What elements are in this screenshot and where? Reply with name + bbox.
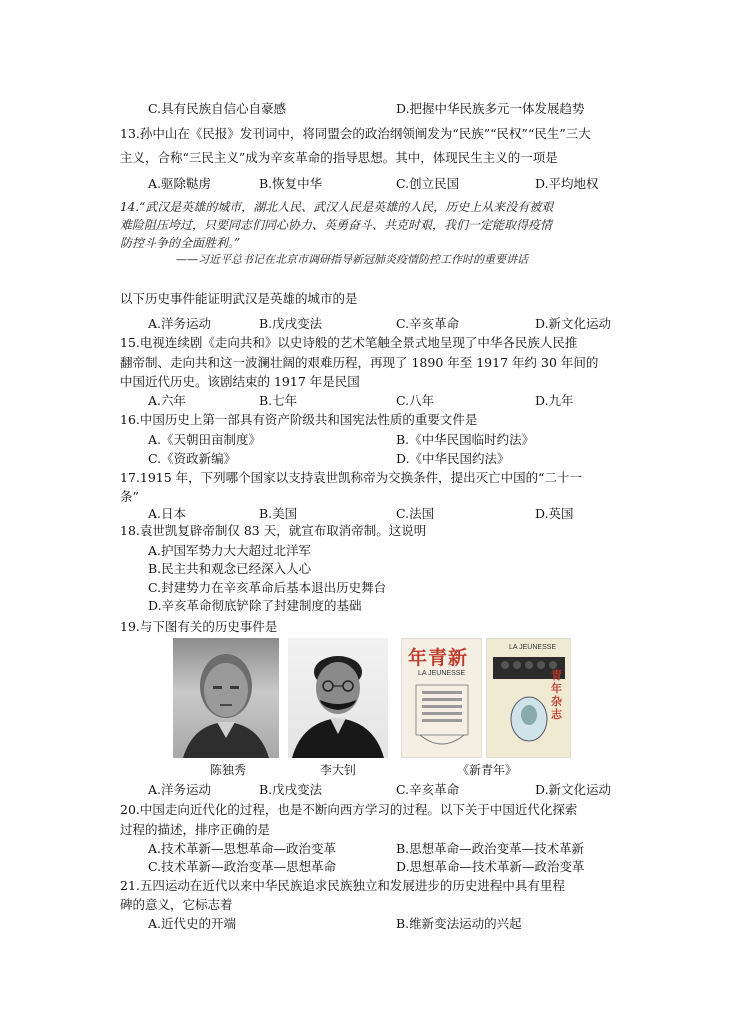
q17-option-d: D.英国 bbox=[535, 506, 574, 521]
q14-quote-line3: 防控斗争的全面胜利。” bbox=[120, 236, 241, 250]
q21-stem-line2: 碑的意义，它标志着 bbox=[120, 897, 233, 912]
q20-stem-line1: 20.中国走向近代化的过程，也是不断向西方学习的过程。以下关于中国近代化探索 bbox=[120, 802, 578, 817]
q17-stem-line1: 17.1915 年，下列哪个国家以支持袁世凯称帝为交换条件，提出灭亡中国的“二十一 bbox=[120, 470, 583, 485]
q14-option-d: D.新文化运动 bbox=[535, 316, 612, 331]
q21-option-a: A.近代史的开端 bbox=[148, 916, 237, 931]
caption-li-dazhao: 李大钊 bbox=[320, 763, 357, 777]
q14-question: 以下历史事件能证明武汉是英雄的城市的是 bbox=[120, 291, 358, 306]
q18-option-a: A.护国军势力大大超过北洋军 bbox=[148, 543, 312, 558]
q19-option-b: B.戊戌变法 bbox=[259, 782, 323, 797]
q13-stem-line1: 13.孙中山在《民报》发刊词中，将同盟会的政治纲领阐发为“民族”“民权”“民生”三大 bbox=[120, 126, 591, 141]
magazine-cover-2-side-title: 青年杂志 bbox=[551, 669, 562, 721]
q15-option-b: B.七年 bbox=[259, 393, 298, 408]
q14-quote-line2: 难险阻压垮过，只要同志们同心协力、英勇奋斗、共克时艰，我们一定能取得疫情 bbox=[120, 218, 553, 232]
q14-option-a: A.洋务运动 bbox=[148, 316, 212, 331]
q17-stem-line2: 条” bbox=[120, 489, 139, 504]
q17-option-a: A.日本 bbox=[148, 506, 187, 521]
q16-option-d: D.《中华民国约法》 bbox=[396, 451, 510, 466]
magazine-cover-2-title: LA JEUNESSE bbox=[509, 644, 557, 651]
q18-option-c: C.封建势力在辛亥革命后基本退出历史舞台 bbox=[148, 580, 387, 595]
q15-stem-line2: 翻帝制、走向共和这一波澜壮阔的艰难历程，再现了 1890 年至 1917 年约 30 年间的 bbox=[120, 355, 599, 370]
q15-option-a: A.六年 bbox=[148, 393, 187, 408]
q14-quote-line1: 14.“武汉是英雄的城市，湖北人民、武汉人民是英雄的人民，历史上从来没有被艰 bbox=[120, 200, 554, 214]
q13-option-d: D.平均地权 bbox=[535, 176, 599, 191]
q13-option-a: A.驱除鞑虏 bbox=[148, 176, 212, 191]
q20-option-d: D.思想革命—技术革新—政治变革 bbox=[396, 859, 585, 874]
q13-option-b: B.恢复中华 bbox=[259, 176, 323, 191]
q19-option-d: D.新文化运动 bbox=[535, 782, 612, 797]
q14-quote-source: ——习近平总书记在北京市调研指导新冠肺炎疫情防控工作时的重要讲话 bbox=[176, 253, 528, 266]
q15-option-d: D.九年 bbox=[535, 393, 574, 408]
q21-stem-line1: 21.五四运动在近代以来中华民族追求民族独立和发展进步的历史进程中具有里程 bbox=[120, 878, 565, 893]
q15-option-c: C.八年 bbox=[396, 393, 435, 408]
q12-option-c: C.具有民族自信心自豪感 bbox=[148, 101, 287, 116]
q12-option-d: D.把握中华民族多元一体发展趋势 bbox=[396, 101, 585, 116]
caption-new-youth: 《新青年》 bbox=[457, 763, 518, 777]
q17-option-c: C.法国 bbox=[396, 506, 435, 521]
portrait-chen-duxiu bbox=[173, 638, 279, 758]
q20-option-c: C.技术革新—政治变革—思想革命 bbox=[148, 859, 337, 874]
q14-option-b: B.戊戌变法 bbox=[259, 316, 323, 331]
q14-option-c: C.辛亥革命 bbox=[396, 316, 460, 331]
q15-stem-line3: 中国近代历史。该剧结束的 1917 年是民国 bbox=[120, 374, 360, 389]
q16-option-b: B.《中华民国临时约法》 bbox=[396, 432, 535, 447]
magazine-cover-1-subtitle: LA JEUNESSE bbox=[418, 670, 466, 677]
q13-option-c: C.创立民国 bbox=[396, 176, 460, 191]
q16-option-a: A.《天朝田亩制度》 bbox=[148, 432, 262, 447]
q20-stem-line2: 过程的描述，排序正确的是 bbox=[120, 822, 271, 837]
q18-option-b: B.民主共和观念已经深入人心 bbox=[148, 561, 312, 576]
portrait-li-dazhao bbox=[288, 638, 388, 758]
q16-stem: 16.中国历史上第一部具有资产阶级共和国宪法性质的重要文件是 bbox=[120, 412, 478, 427]
magazine-cover-2 bbox=[486, 638, 571, 758]
q15-stem-line1: 15.电视连续剧《走向共和》以史诗般的艺术笔触全景式地呈现了中华各民族人民推 bbox=[120, 335, 578, 350]
q20-option-a: A.技术革新—思想革命—政治变革 bbox=[148, 841, 337, 856]
magazine-cover-1 bbox=[401, 638, 482, 758]
q19-stem: 19.与下图有关的历史事件是 bbox=[120, 619, 278, 634]
q19-option-a: A.洋务运动 bbox=[148, 782, 212, 797]
q18-option-d: D.辛亥革命彻底铲除了封建制度的基础 bbox=[148, 598, 362, 613]
q19-option-c: C.辛亥革命 bbox=[396, 782, 460, 797]
q17-option-b: B.美国 bbox=[259, 506, 298, 521]
q16-option-c: C.《资政新编》 bbox=[148, 451, 237, 466]
q21-option-b: B.维新变法运动的兴起 bbox=[396, 916, 522, 931]
q20-option-b: B.思想革命—政治变革—技术革新 bbox=[396, 841, 585, 856]
caption-chen-duxiu: 陈独秀 bbox=[210, 763, 247, 777]
q18-stem: 18.袁世凯复辟帝制仅 83 天，就宣布取消帝制。这说明 bbox=[120, 523, 427, 538]
magazine-cover-1-title: 年青新 bbox=[408, 647, 469, 669]
q13-stem-line2: 主义，合称“三民主义”成为辛亥革命的指导思想。其中，体现民生主义的一项是 bbox=[120, 150, 558, 165]
